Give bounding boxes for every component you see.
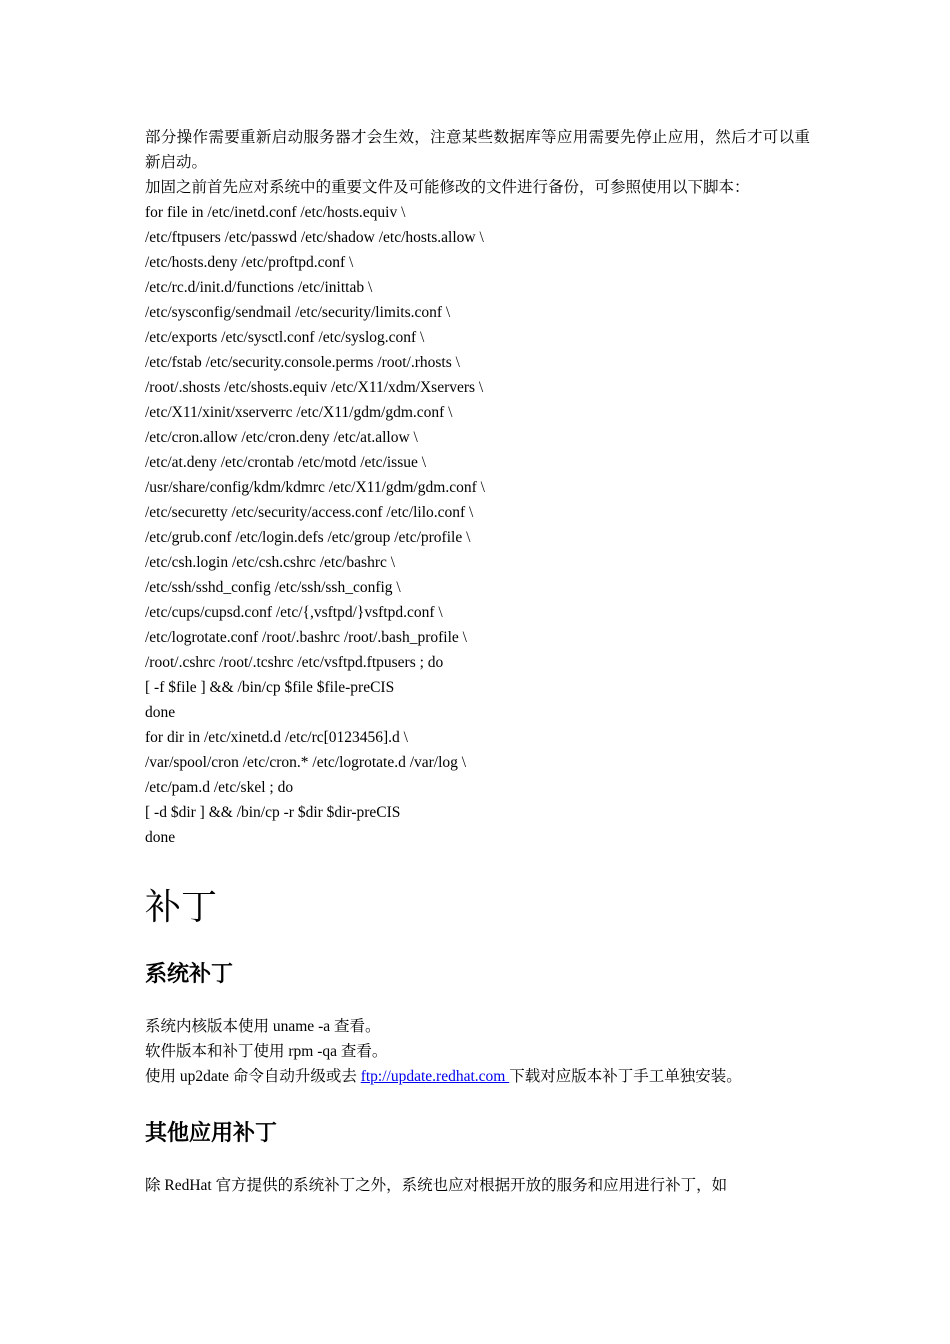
script-line: [ -f $file ] && /bin/cp $file $file-preCIS [145, 679, 395, 696]
script-line: /var/spool/cron /etc/cron.* /etc/logrotate.d /var/log \ [145, 754, 467, 771]
script-line: done [145, 704, 176, 721]
script-line: /root/.shosts /etc/shosts.equiv /etc/X11/xdm/Xservers \ [145, 379, 484, 396]
script-line: /etc/sysconfig/sendmail /etc/security/limits.conf \ [145, 304, 451, 321]
script-line: /etc/securetty /etc/security/access.conf /etc/lilo.conf \ [145, 504, 474, 521]
script-line: /etc/pam.d /etc/skel ; do [145, 779, 294, 796]
system-patch-line-3-prefix: 使用 up2date 命令自动升级或去 [145, 1068, 361, 1085]
script-line: /etc/logrotate.conf /root/.bashrc /root/.bash_profile \ [145, 629, 467, 646]
script-line: /etc/grub.conf /etc/login.defs /etc/group /etc/profile \ [145, 529, 471, 546]
script-line: for file in /etc/inetd.conf /etc/hosts.equiv \ [145, 204, 406, 221]
script-line: /etc/csh.login /etc/csh.cshrc /etc/bashrc \ [145, 554, 396, 571]
intro-paragraph-2: 加固之前首先应对系统中的重要文件及可能修改的文件进行备份，可参照使用以下脚本： [145, 179, 750, 196]
script-line: /etc/ssh/sshd_config /etc/ssh/ssh_config \ [145, 579, 401, 596]
script-line: /etc/rc.d/init.d/functions /etc/inittab \ [145, 279, 373, 296]
script-line: /etc/at.deny /etc/crontab /etc/motd /etc/issue \ [145, 454, 427, 471]
intro-paragraph-1: 部分操作需要重新启动服务器才会生效，注意某些数据库等应用需要先停止应用，然后才可以重新启动。 [145, 129, 810, 171]
script-line: /usr/share/config/kdm/kdmrc /etc/X11/gdm/gdm.conf \ [145, 479, 485, 496]
script-line: /etc/hosts.deny /etc/proftpd.conf \ [145, 254, 354, 271]
heading-patch: 补丁 [145, 887, 218, 928]
redhat-ftp-link[interactable]: ftp://update.redhat.com [360, 1068, 510, 1085]
script-line: /etc/exports /etc/sysctl.conf /etc/syslog.conf \ [145, 329, 425, 346]
document-page [145, 125, 810, 1198]
system-patch-line-2: 软件版本和补丁使用 rpm -qa 查看。 [145, 1043, 388, 1060]
script-line: /etc/fstab /etc/security.console.perms /root/.rhosts \ [145, 354, 460, 371]
system-patch-line-3-suffix: 下载对应版本补丁手工单独安装。 [509, 1068, 742, 1085]
script-line: /root/.cshrc /root/.tcshrc /etc/vsftpd.ftpusers ; do [145, 654, 444, 671]
script-line: /etc/ftpusers /etc/passwd /etc/shadow /etc/hosts.allow \ [145, 229, 484, 246]
heading-other-patch: 其他应用补丁 [145, 1121, 278, 1146]
script-line: for dir in /etc/xinetd.d /etc/rc[0123456].d \ [145, 729, 408, 746]
script-line: /etc/X11/xinit/xserverrc /etc/X11/gdm/gdm.conf \ [145, 404, 453, 421]
backup-script [145, 200, 810, 850]
system-patch-line-1: 系统内核版本使用 uname -a 查看。 [145, 1018, 381, 1035]
script-line: /etc/cups/cupsd.conf /etc/{,vsftpd/}vsftpd.conf \ [145, 604, 443, 621]
other-patch-line-1: 除 RedHat 官方提供的系统补丁之外，系统也应对根据开放的服务和应用进行补丁，如 [145, 1177, 728, 1194]
script-line: done [145, 829, 176, 846]
script-line: /etc/cron.allow /etc/cron.deny /etc/at.allow \ [145, 429, 418, 446]
heading-system-patch: 系统补丁 [145, 962, 234, 987]
script-line: [ -d $dir ] && /bin/cp -r $dir $dir-preCIS [145, 804, 401, 821]
system-patch-line-3 [145, 1064, 810, 1089]
